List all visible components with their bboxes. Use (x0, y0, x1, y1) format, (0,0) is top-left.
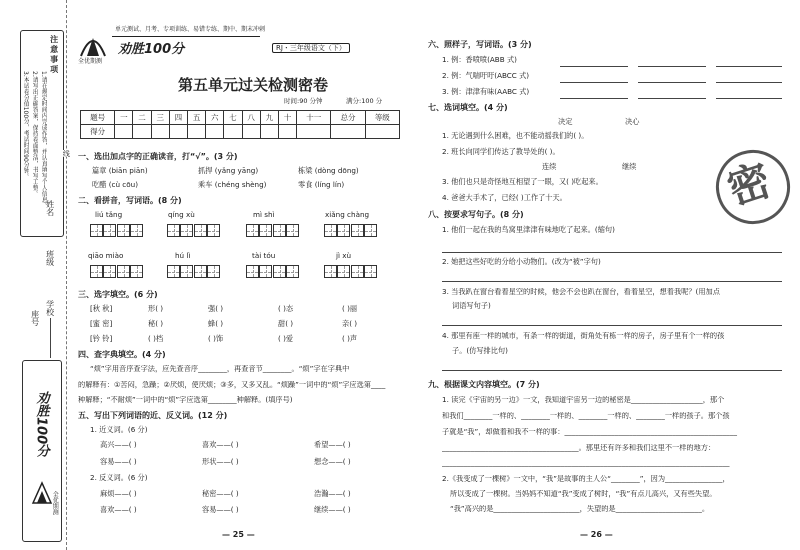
score-cell[interactable] (151, 125, 169, 139)
q6-item: 3. 例：津津有味(AABC 式) (442, 87, 530, 96)
q5-sub1: 1. 近义词。(6 分) (90, 425, 148, 434)
q9-line[interactable]: 所以变成了一棵树。当妈妈不知道“我”变成了树时，“我”有点儿高兴，又有些失望。 (450, 490, 717, 498)
writing-grid[interactable] (194, 265, 220, 278)
cell-total: 总分 (331, 111, 365, 125)
syn-item[interactable]: 容易——( ) (100, 457, 137, 466)
header-book: RJ・三年级语文（下） (272, 43, 350, 53)
field-school[interactable]: 学校 (45, 300, 55, 316)
q1-item[interactable]: 零食 (líng lín) (298, 180, 345, 189)
q3-group: [钤 铃] (90, 334, 113, 343)
cell-grade: 等级 (365, 111, 399, 125)
cell-q: 五 (188, 111, 206, 125)
q3-blank[interactable]: ( )态 (278, 304, 294, 313)
field-name[interactable]: 姓名 (45, 200, 55, 216)
score-cell[interactable] (278, 125, 296, 139)
score-table (80, 110, 400, 139)
field-class[interactable]: 班级 (45, 250, 55, 266)
cell-q: 一 (115, 111, 133, 125)
score-table-row (81, 125, 400, 139)
writing-grid[interactable] (90, 224, 116, 237)
q3-title: 三、选字填空。(6 分) (78, 290, 158, 299)
cell-q: 二 (133, 111, 151, 125)
q4-line[interactable]: “烦”字用音序查字法，应先查音序________，再查音节________。“烦”字在字典中 (90, 365, 350, 373)
score-cell[interactable] (331, 125, 365, 139)
notice-line-1: 1.请在规定时间内完成作答，并认真填写个人信息。 (40, 71, 48, 209)
header-rule (112, 36, 260, 37)
writing-grid[interactable] (167, 265, 193, 278)
writing-grid[interactable] (351, 265, 377, 278)
writing-grid[interactable] (90, 265, 116, 278)
q8-item: 4. 那里有座一样的城市，有条一样的街道，街角处有栋一样的房子，房子里有个一样的孩 (442, 332, 725, 340)
q1-item[interactable]: 抓捍 (yǎng yāng) (198, 166, 259, 175)
seal-label: 线 (62, 150, 71, 157)
q8-item: 1. 他们一起在我的鸟窝里津津有味地吃了起来。(缩句) (442, 225, 615, 234)
q9-line[interactable]: 子就是“我”，却做着和我不一样的事：________________________________________________ (442, 428, 737, 436)
q1-title: 一、选出加点字的正确读音，打“√”。(3 分) (78, 152, 238, 161)
ant-item[interactable]: 麻烦——( ) (100, 489, 137, 498)
cell-q: 七 (224, 111, 242, 125)
ant-item[interactable]: 秘密——( ) (202, 489, 239, 498)
q2-title: 二、看拼音，写词语。(8 分) (78, 196, 182, 205)
stamp-text: 密 (721, 154, 777, 215)
q3-blank[interactable]: ( )声 (342, 334, 358, 343)
header-logo-text: 全优期测 (78, 58, 103, 65)
q7-sentence[interactable]: 3. 他们也只是奇怪地互相望了一眼，又( )吃起来。 (442, 177, 603, 186)
answer-line[interactable] (638, 66, 706, 67)
q9-line[interactable]: “我”高兴的是________________________，失望的是________________________。 (450, 505, 710, 513)
answer-line[interactable] (442, 370, 782, 371)
ant-item[interactable]: 浩瀚——( ) (314, 489, 351, 498)
pinyin: tài tóu (252, 251, 276, 260)
notice-line-3: 3.本试卷分值100分，考试时间90分钟。 (22, 71, 30, 180)
q7-title: 七、选词填空。(4 分) (428, 103, 508, 112)
writing-grid[interactable] (167, 224, 193, 237)
q6-item: 2. 例：气喘吁吁(ABCC 式) (442, 71, 530, 80)
q3-blank[interactable]: 强( ) (208, 304, 224, 313)
cell-label: 得分 (81, 125, 115, 139)
right-page (420, 0, 790, 550)
syn-item[interactable]: 想念——( ) (314, 457, 351, 466)
score-cell[interactable] (133, 125, 151, 139)
q3-blank[interactable]: 形( ) (148, 304, 164, 313)
pinyin: jì xù (336, 251, 352, 260)
q7-word: 决定 (558, 117, 573, 126)
writing-grid[interactable] (246, 265, 272, 278)
cell-q: 八 (242, 111, 260, 125)
q3-blank[interactable]: 秘( ) (148, 319, 164, 328)
pinyin: mì shì (253, 210, 275, 219)
binding-sidebar (0, 0, 71, 550)
score-cell[interactable] (115, 125, 133, 139)
writing-grid[interactable] (246, 224, 272, 237)
q8-item: 2. 她把这些好吃的分给小动物们。(改为“被”字句) (442, 257, 601, 266)
writing-grid[interactable] (194, 224, 220, 237)
q1-item[interactable]: 乘车 (chéng shèng) (198, 180, 267, 189)
q5-sub2: 2. 反义词。(6 分) (90, 473, 148, 482)
score-cell[interactable] (224, 125, 242, 139)
score-table-header (81, 111, 400, 125)
cell-q: 十一 (297, 111, 331, 125)
writing-grid[interactable] (273, 265, 299, 278)
writing-grid[interactable] (351, 224, 377, 237)
left-page (70, 0, 410, 550)
q7-sentence[interactable]: 4. 爸爸大手术了，已经( )工作了十天。 (442, 193, 567, 202)
q7-word: 继续 (622, 162, 637, 171)
answer-line[interactable] (638, 82, 706, 83)
q3-blank[interactable]: 亲( ) (342, 319, 358, 328)
q3-blank[interactable]: ( )档 (148, 334, 164, 343)
q7-word: 连续 (542, 162, 557, 171)
pinyin: hú lì (175, 251, 191, 260)
answer-line[interactable] (638, 98, 706, 99)
answer-line[interactable] (560, 98, 628, 99)
q9-line[interactable]: ______________________________________。那里还有许多和我们这里不一样的地方： (442, 444, 716, 452)
field-school-line (50, 318, 51, 358)
q7-sentence[interactable]: 1. 无论遇到什么困难，也不能动摇我们的( )。 (442, 131, 589, 140)
syn-item[interactable]: 高兴——( ) (100, 440, 137, 449)
cell-q: 六 (206, 111, 224, 125)
score-cell[interactable] (260, 125, 278, 139)
page-number-right: — 26 — (580, 530, 613, 539)
cell-q: 四 (169, 111, 187, 125)
pinyin: liú tǎng (95, 210, 123, 219)
answer-line[interactable] (716, 66, 782, 67)
q3-blank[interactable]: 甜( ) (278, 319, 294, 328)
answer-line[interactable] (442, 281, 782, 282)
q5-title: 五、写出下列词语的近、反义词。(12 分) (78, 411, 228, 420)
cell-label: 题号 (81, 111, 115, 125)
q7-sentence[interactable]: 2. 班长向同学们传达了教导处的( )。 (442, 147, 560, 156)
writing-grid[interactable] (117, 265, 143, 278)
field-seat[interactable]: 座号 (30, 310, 40, 326)
cell-q: 九 (260, 111, 278, 125)
ant-item[interactable]: 容易——( ) (202, 505, 239, 514)
q8-item: 3. 当我趴在窗台看着星空的时候，他会不会也趴在窗台，看着星空，想着我呢？(用加点 (442, 288, 720, 296)
full-score: 满分:100 分 (346, 97, 383, 105)
q8-item: 词语写句子) (452, 301, 491, 310)
q1-item[interactable]: 栋梁 (dòng dōng) (298, 166, 359, 175)
syn-item[interactable]: 形状——( ) (202, 457, 239, 466)
q9-line[interactable]: 和我们________一样的、________一样的、________一样的、________一样的孩子。那个孩 (442, 412, 730, 420)
writing-grid[interactable] (324, 265, 350, 278)
q3-group: [蜜 密] (90, 319, 113, 328)
sidebar-sub: 全优期测 (51, 491, 59, 515)
q9-title: 九、根据课文内容填空。(7 分) (428, 380, 540, 389)
seal-dashed-line (66, 0, 67, 550)
q9-line[interactable]: 1. 读完《宇宙的另一边》一文，我知道宇宙另一边的秘密是____________________，那个 (442, 396, 725, 404)
writing-grid[interactable] (324, 224, 350, 237)
q8-title: 八、按要求写句子。(8 分) (428, 210, 524, 219)
page-title: 第五单元过关检测密卷 (178, 76, 329, 94)
q4-line[interactable]: 的解释有：①苦闷，急躁；②厌烦，使厌烦；③多，又多又乱。“烦躁”一词中的“烦”字应选第____ (78, 381, 386, 389)
header-brand: 劝胜100分 (118, 42, 185, 57)
q9-line[interactable]: ________________________________________________________________________________ (442, 459, 730, 467)
score-cell[interactable] (169, 125, 187, 139)
q3-blank[interactable]: ( )丽 (342, 304, 358, 313)
cell-q: 三 (151, 111, 169, 125)
answer-line[interactable] (442, 325, 782, 326)
score-cell[interactable] (365, 125, 399, 139)
answer-line[interactable] (716, 98, 782, 99)
sidebar-brand: 劝胜100分 (33, 391, 49, 458)
score-cell[interactable] (188, 125, 206, 139)
q9-line[interactable]: 2.《我变成了一棵树》一文中，“我”是故事的主人公“________”，因为________________， (442, 475, 730, 483)
answer-line[interactable] (560, 66, 628, 67)
q4-line[interactable]: 种解释；“不耐烦”一词中的“烦”字应选第________种解释。(填序号) (78, 396, 293, 404)
q4-title: 四、查字典填空。(4 分) (78, 350, 166, 359)
score-cell[interactable] (206, 125, 224, 139)
q1-item[interactable]: 吃醋 (cù cōu) (92, 180, 138, 189)
confidential-stamp (706, 140, 799, 233)
q3-blank[interactable]: ( )爱 (278, 334, 294, 343)
q1-item[interactable]: 篇章 (biān piān) (92, 166, 148, 175)
notice-box (20, 30, 64, 237)
notice-title: 注意事项 (49, 35, 59, 75)
pinyin: qíng xù (168, 210, 195, 219)
notice-line-2: 2.请写出正确答案，保持卷面整洁，书写工整。 (31, 71, 39, 197)
q6-title: 六、照样子，写词语。(3 分) (428, 40, 532, 49)
answer-line[interactable] (716, 82, 782, 83)
score-cell[interactable] (297, 125, 331, 139)
q6-item: 1. 例：香喷喷(ABB 式) (442, 55, 517, 64)
pinyin: qiāo miào (88, 251, 124, 260)
page-number-left: — 25 — (222, 530, 255, 539)
ant-item[interactable]: 继续——( ) (314, 505, 351, 514)
ant-item[interactable]: 喜欢——( ) (100, 505, 137, 514)
syn-item[interactable]: 喜欢——( ) (202, 440, 239, 449)
score-cell[interactable] (242, 125, 260, 139)
header-series: 单元测试、月考、专项训练、易错专练、期中、期末冲刺 (115, 26, 266, 33)
sidebar-logo-icon (31, 481, 53, 510)
q3-blank[interactable]: 蜂( ) (208, 319, 224, 328)
q8-item: 子。(仿写排比句) (452, 346, 508, 355)
q3-blank[interactable]: ( )饰 (208, 334, 224, 343)
sidebar-brand-box (22, 360, 62, 542)
answer-line[interactable] (560, 82, 628, 83)
syn-item[interactable]: 希望——( ) (314, 440, 351, 449)
q7-word: 决心 (625, 117, 640, 126)
pinyin: xiǎng chàng (325, 210, 370, 219)
writing-grid[interactable] (117, 224, 143, 237)
time-limit: 时间:90 分钟 (284, 97, 323, 105)
cell-q: 十 (278, 111, 296, 125)
writing-grid[interactable] (273, 224, 299, 237)
answer-line[interactable] (442, 252, 782, 253)
q3-group: [秋 秋] (90, 304, 113, 313)
